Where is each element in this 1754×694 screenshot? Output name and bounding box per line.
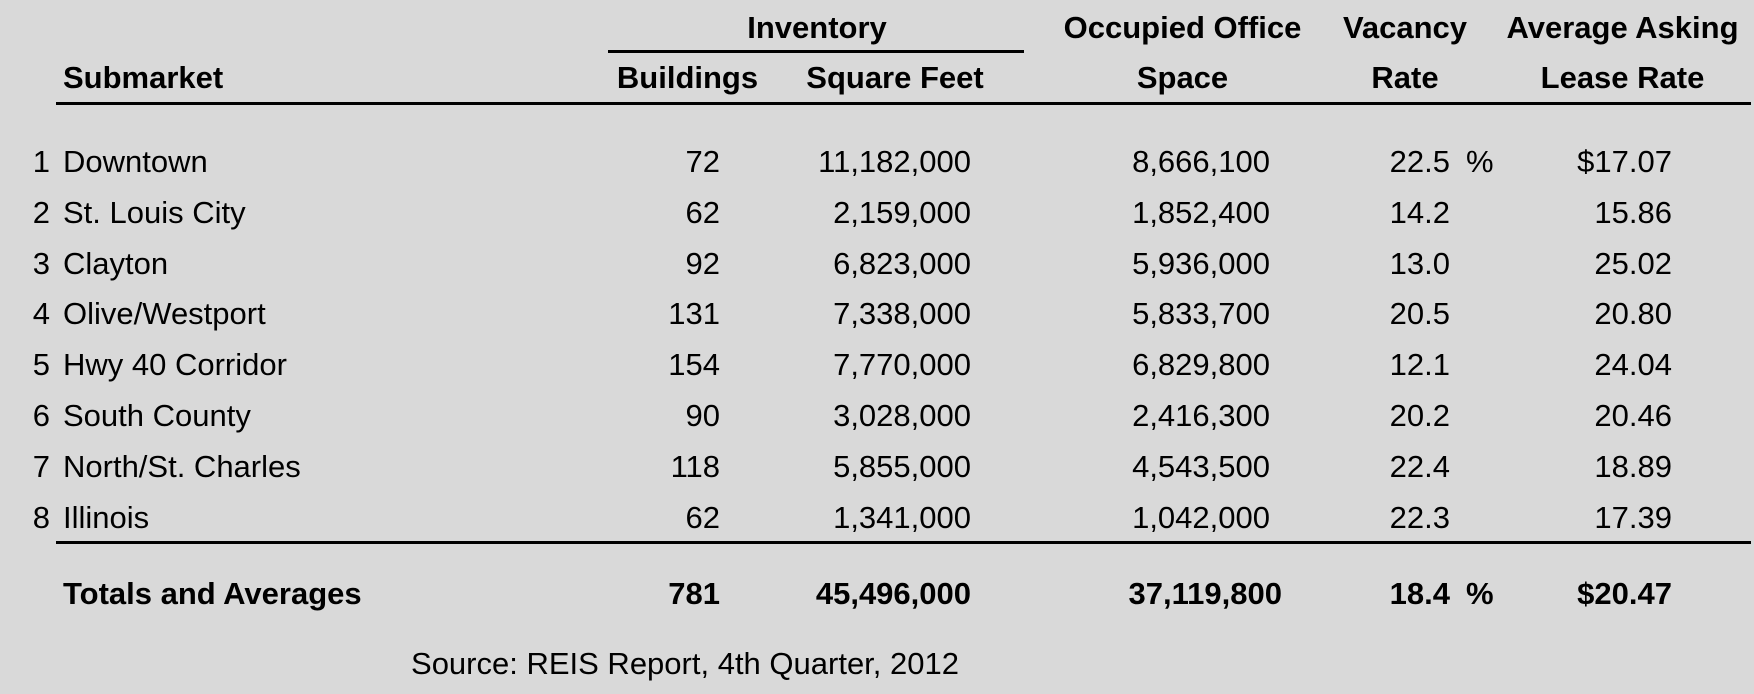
totals-label: Totals and Averages — [63, 576, 362, 611]
vacancy-header-line2: Rate — [1371, 60, 1439, 95]
square-feet-value: 7,770,000 — [833, 347, 971, 382]
occupied-header-line2: Space — [1136, 60, 1229, 95]
row-number: 7 — [32, 449, 50, 484]
occupied-value: 8,666,100 — [1132, 144, 1270, 179]
square-feet-value: 1,341,000 — [833, 500, 971, 535]
vacancy-value: 22.4 — [1389, 449, 1450, 484]
vacancy-value: 12.1 — [1389, 347, 1450, 382]
vacancy-value: 20.5 — [1389, 296, 1450, 331]
occupied-value: 4,543,500 — [1132, 449, 1270, 484]
inventory-underline — [608, 50, 1024, 53]
square-feet-value: 3,028,000 — [833, 398, 971, 433]
vacancy-value: 20.2 — [1389, 398, 1450, 433]
totals-rule — [56, 541, 1751, 544]
percent-sign: % — [1466, 144, 1494, 179]
submarket-name: St. Louis City — [63, 195, 246, 230]
square-feet-value: 7,338,000 — [833, 296, 971, 331]
submarket-name: Downtown — [63, 144, 208, 179]
vacancy-value: 22.3 — [1389, 500, 1450, 535]
row-number: 5 — [32, 347, 50, 382]
vacancy-header-line1: Vacancy — [1342, 10, 1468, 45]
occupied-value: 2,416,300 — [1132, 398, 1270, 433]
submarket-header: Submarket — [63, 60, 224, 95]
totals-square-feet: 45,496,000 — [815, 576, 971, 611]
occupied-value: 5,936,000 — [1132, 246, 1270, 281]
lease-rate-value: 25.02 — [1594, 246, 1672, 281]
buildings-value: 72 — [685, 144, 720, 179]
buildings-value: 92 — [685, 246, 720, 281]
occupied-header-line1: Occupied Office — [1063, 10, 1302, 45]
buildings-value: 131 — [668, 296, 720, 331]
occupied-value: 1,852,400 — [1132, 195, 1270, 230]
vacancy-value: 14.2 — [1389, 195, 1450, 230]
buildings-value: 90 — [685, 398, 720, 433]
lease-rate-value: 15.86 — [1594, 195, 1672, 230]
lease-rate-value: 24.04 — [1594, 347, 1672, 382]
row-number: 2 — [32, 195, 50, 230]
occupied-value: 1,042,000 — [1132, 500, 1270, 535]
submarket-name: Illinois — [63, 500, 150, 535]
buildings-value: 118 — [670, 449, 720, 484]
source-note: Source: REIS Report, 4th Quarter, 2012 — [411, 646, 959, 681]
lease-rate-value: $17.07 — [1577, 144, 1672, 179]
submarket-name: Olive/Westport — [63, 296, 266, 331]
submarket-name: Clayton — [63, 246, 169, 281]
buildings-value: 62 — [685, 500, 720, 535]
lease-rate-value: 20.80 — [1594, 296, 1672, 331]
vacancy-value: 22.5 — [1389, 144, 1450, 179]
totals-vacancy: 18.4 — [1389, 576, 1450, 611]
buildings-header: Buildings — [616, 60, 759, 95]
submarket-name: North/St. Charles — [63, 449, 301, 484]
row-number: 3 — [32, 246, 50, 281]
lease-rate-value: 17.39 — [1594, 500, 1672, 535]
totals-occupied: 37,119,800 — [1128, 576, 1282, 611]
lease-rate-value: 20.46 — [1594, 398, 1672, 433]
buildings-value: 62 — [685, 195, 720, 230]
totals-buildings: 781 — [668, 576, 720, 611]
vacancy-value: 13.0 — [1389, 246, 1450, 281]
square-feet-value: 5,855,000 — [833, 449, 971, 484]
occupied-value: 6,829,800 — [1132, 347, 1270, 382]
inventory-group-header: Inventory — [747, 10, 887, 45]
row-number: 6 — [32, 398, 50, 433]
occupied-value: 5,833,700 — [1132, 296, 1270, 331]
row-number: 4 — [32, 296, 50, 331]
buildings-value: 154 — [668, 347, 720, 382]
totals-lease-rate: $20.47 — [1577, 576, 1672, 611]
lease-rate-value: 18.89 — [1594, 449, 1672, 484]
totals-percent-sign: % — [1466, 576, 1494, 611]
lease-header-line2: Lease Rate — [1540, 60, 1705, 95]
submarket-name: Hwy 40 Corridor — [63, 347, 287, 382]
lease-header-line1: Average Asking — [1506, 10, 1739, 45]
square-feet-header: Square Feet — [806, 60, 984, 95]
square-feet-value: 11,182,000 — [818, 144, 971, 179]
row-number: 1 — [32, 144, 50, 179]
square-feet-value: 2,159,000 — [833, 195, 971, 230]
submarket-name: South County — [63, 398, 251, 433]
header-rule — [56, 102, 1751, 105]
row-number: 8 — [32, 500, 50, 535]
square-feet-value: 6,823,000 — [833, 246, 971, 281]
